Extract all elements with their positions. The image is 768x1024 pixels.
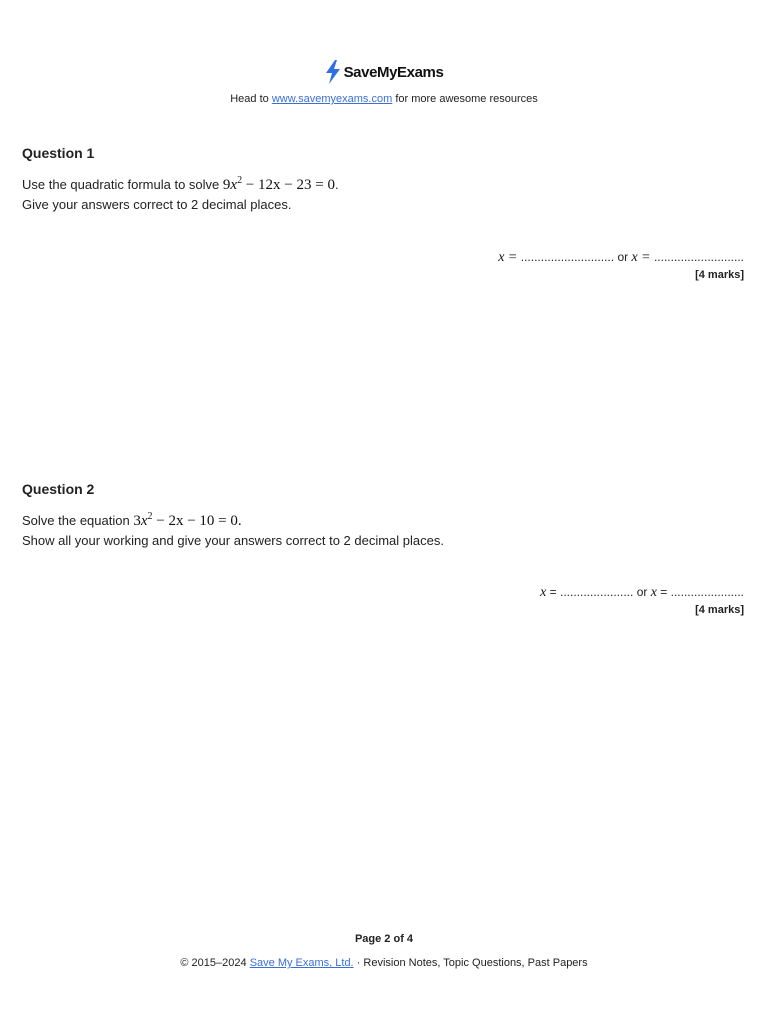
answer-equals-2: = (660, 585, 668, 599)
question-prompt: Solve the equation (22, 513, 130, 528)
question-instruction: Give your answers correct to 2 decimal places. (22, 197, 292, 212)
marks-label-2: [4 marks] (695, 604, 744, 616)
question-text (22, 511, 746, 551)
copyright-footer (0, 957, 768, 969)
footer-tail: · Revision Notes, Topic Questions, Past Papers (356, 957, 588, 969)
answer-var-2: x (650, 585, 657, 600)
logo-text: SaveMyExams (343, 63, 444, 81)
header-tagline (0, 93, 768, 105)
question-instruction: Show all your working and give your answers correct to 2 decimal places. (22, 533, 444, 548)
tagline-text: for more awesome resources (395, 93, 538, 105)
page-number: Page 2 of 4 (354, 933, 414, 945)
marks-label-1: [4 marks] (695, 269, 744, 281)
question-text: Use the quadratic formula to solve $9x^2 - 12x - 23 = 0$. Give your answers correct to 2 decimal places. (22, 175, 339, 212)
logo[interactable] (325, 60, 444, 84)
lightning-bolt-icon (325, 60, 341, 84)
equation: $3x^2 - 2x - 10 = 0$. (133, 511, 242, 529)
question-2 (22, 481, 746, 551)
answer-line-2 (540, 585, 744, 601)
answer-blank-1[interactable]: ............................ (520, 250, 615, 264)
answer-var-1: x (540, 585, 547, 600)
answer-or: or (617, 250, 629, 264)
answer-blank-1[interactable]: ...................... (560, 585, 634, 599)
head-to-text: Head to (230, 93, 269, 105)
question-title: Question 2 (22, 481, 95, 497)
answer-blank-2[interactable]: ........................... (653, 250, 744, 264)
question-prompt: Use the quadratic formula to solve (22, 177, 220, 192)
answer-var-2: x = (631, 250, 651, 265)
equation: $9x^2 - 12x - 23 = 0$ (222, 175, 335, 193)
answer-equals-1: = (549, 585, 557, 599)
answer-line-1 (498, 250, 744, 266)
page-header (0, 60, 768, 105)
company-link[interactable]: Save My Exams, Ltd. (249, 957, 354, 969)
answer-blank-2[interactable]: ...................... (670, 585, 744, 599)
answer-or: or (636, 585, 648, 599)
site-link[interactable]: www.savemyexams.com (271, 93, 393, 105)
question-title: Question 1 (22, 145, 95, 161)
answer-var-1: x = (498, 250, 518, 265)
copyright-text: © 2015–2024 (180, 957, 247, 969)
question-1 (22, 145, 746, 215)
